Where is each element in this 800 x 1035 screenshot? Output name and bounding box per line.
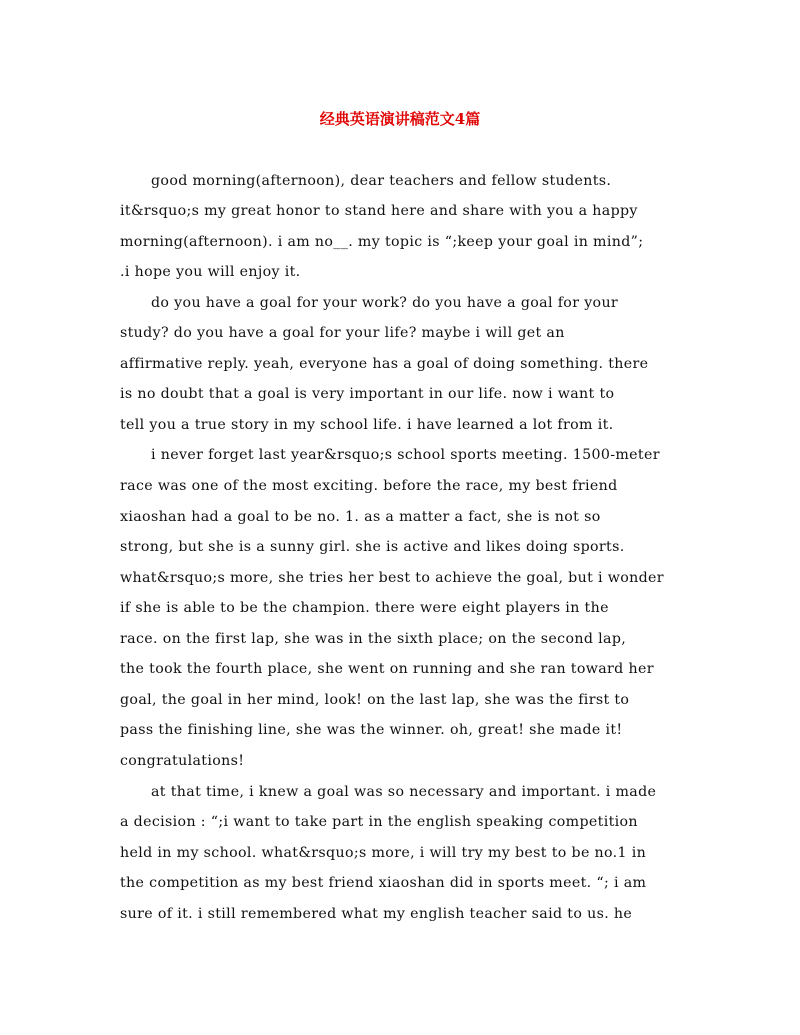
paragraph-line: sure of it. i still remembered what my english teacher said to us. he (120, 906, 633, 922)
paragraph-line: pass the finishing line, she was the winner. oh, great! she made it! (120, 722, 623, 738)
paragraph-line: at that time, i knew a goal was so necessary and important. i made (151, 784, 657, 800)
paragraph-line: .i hope you will enjoy it. (120, 264, 301, 280)
paragraph-line: held in my school. what&rsquo;s more, i will try my best to be no.1 in (120, 845, 647, 861)
paragraph-line: it&rsquo;s my great honor to stand here and share with you a happy (120, 203, 638, 219)
paragraph-line: the competition as my best friend xiaoshan did in sports meet. “; i am (120, 875, 647, 891)
paragraph-line: is no doubt that a goal is very important in our life. now i want to (120, 386, 615, 402)
paragraph-line: race was one of the most exciting. before the race, my best friend (120, 478, 618, 494)
paragraph-line: do you have a goal for your work? do you have a goal for your (151, 295, 619, 311)
paragraph-line: study? do you have a goal for your life? maybe i will get an (120, 325, 565, 341)
paragraph-line: what&rsquo;s more, she tries her best to achieve the goal, but i wonder (120, 570, 664, 586)
paragraph-line: morning(afternoon). i am no__. my topic is “;keep your goal in mind”; (120, 234, 644, 250)
paragraph-line: i never forget last year&rsquo;s school sports meeting. 1500-meter (151, 447, 660, 463)
paragraph-line: good morning(afternoon), dear teachers and fellow students. (151, 173, 612, 189)
paragraph-line: xiaoshan had a goal to be no. 1. as a matter a fact, she is not so (120, 509, 601, 525)
paragraph-line: tell you a true story in my school life. i have learned a lot from it. (120, 417, 614, 433)
paragraph-line: goal, the goal in her mind, look! on the last lap, she was the first to (120, 692, 630, 708)
paragraph-line: strong, but she is a sunny girl. she is active and likes doing sports. (120, 539, 625, 555)
paragraph-line: race. on the first lap, she was in the sixth place; on the second lap, (120, 631, 627, 647)
paragraph-line: affirmative reply. yeah, everyone has a goal of doing something. there (120, 356, 649, 372)
paragraph-line: the took the fourth place, she went on running and she ran toward her (120, 661, 654, 677)
paragraph-line: if she is able to be the champion. there were eight players in the (120, 600, 609, 616)
document-title: 经典英语演讲稿范文4篇 (319, 110, 481, 128)
paragraph-line: congratulations! (120, 753, 245, 769)
paragraph-line: a decision : “;i want to take part in the english speaking competition (120, 814, 638, 830)
